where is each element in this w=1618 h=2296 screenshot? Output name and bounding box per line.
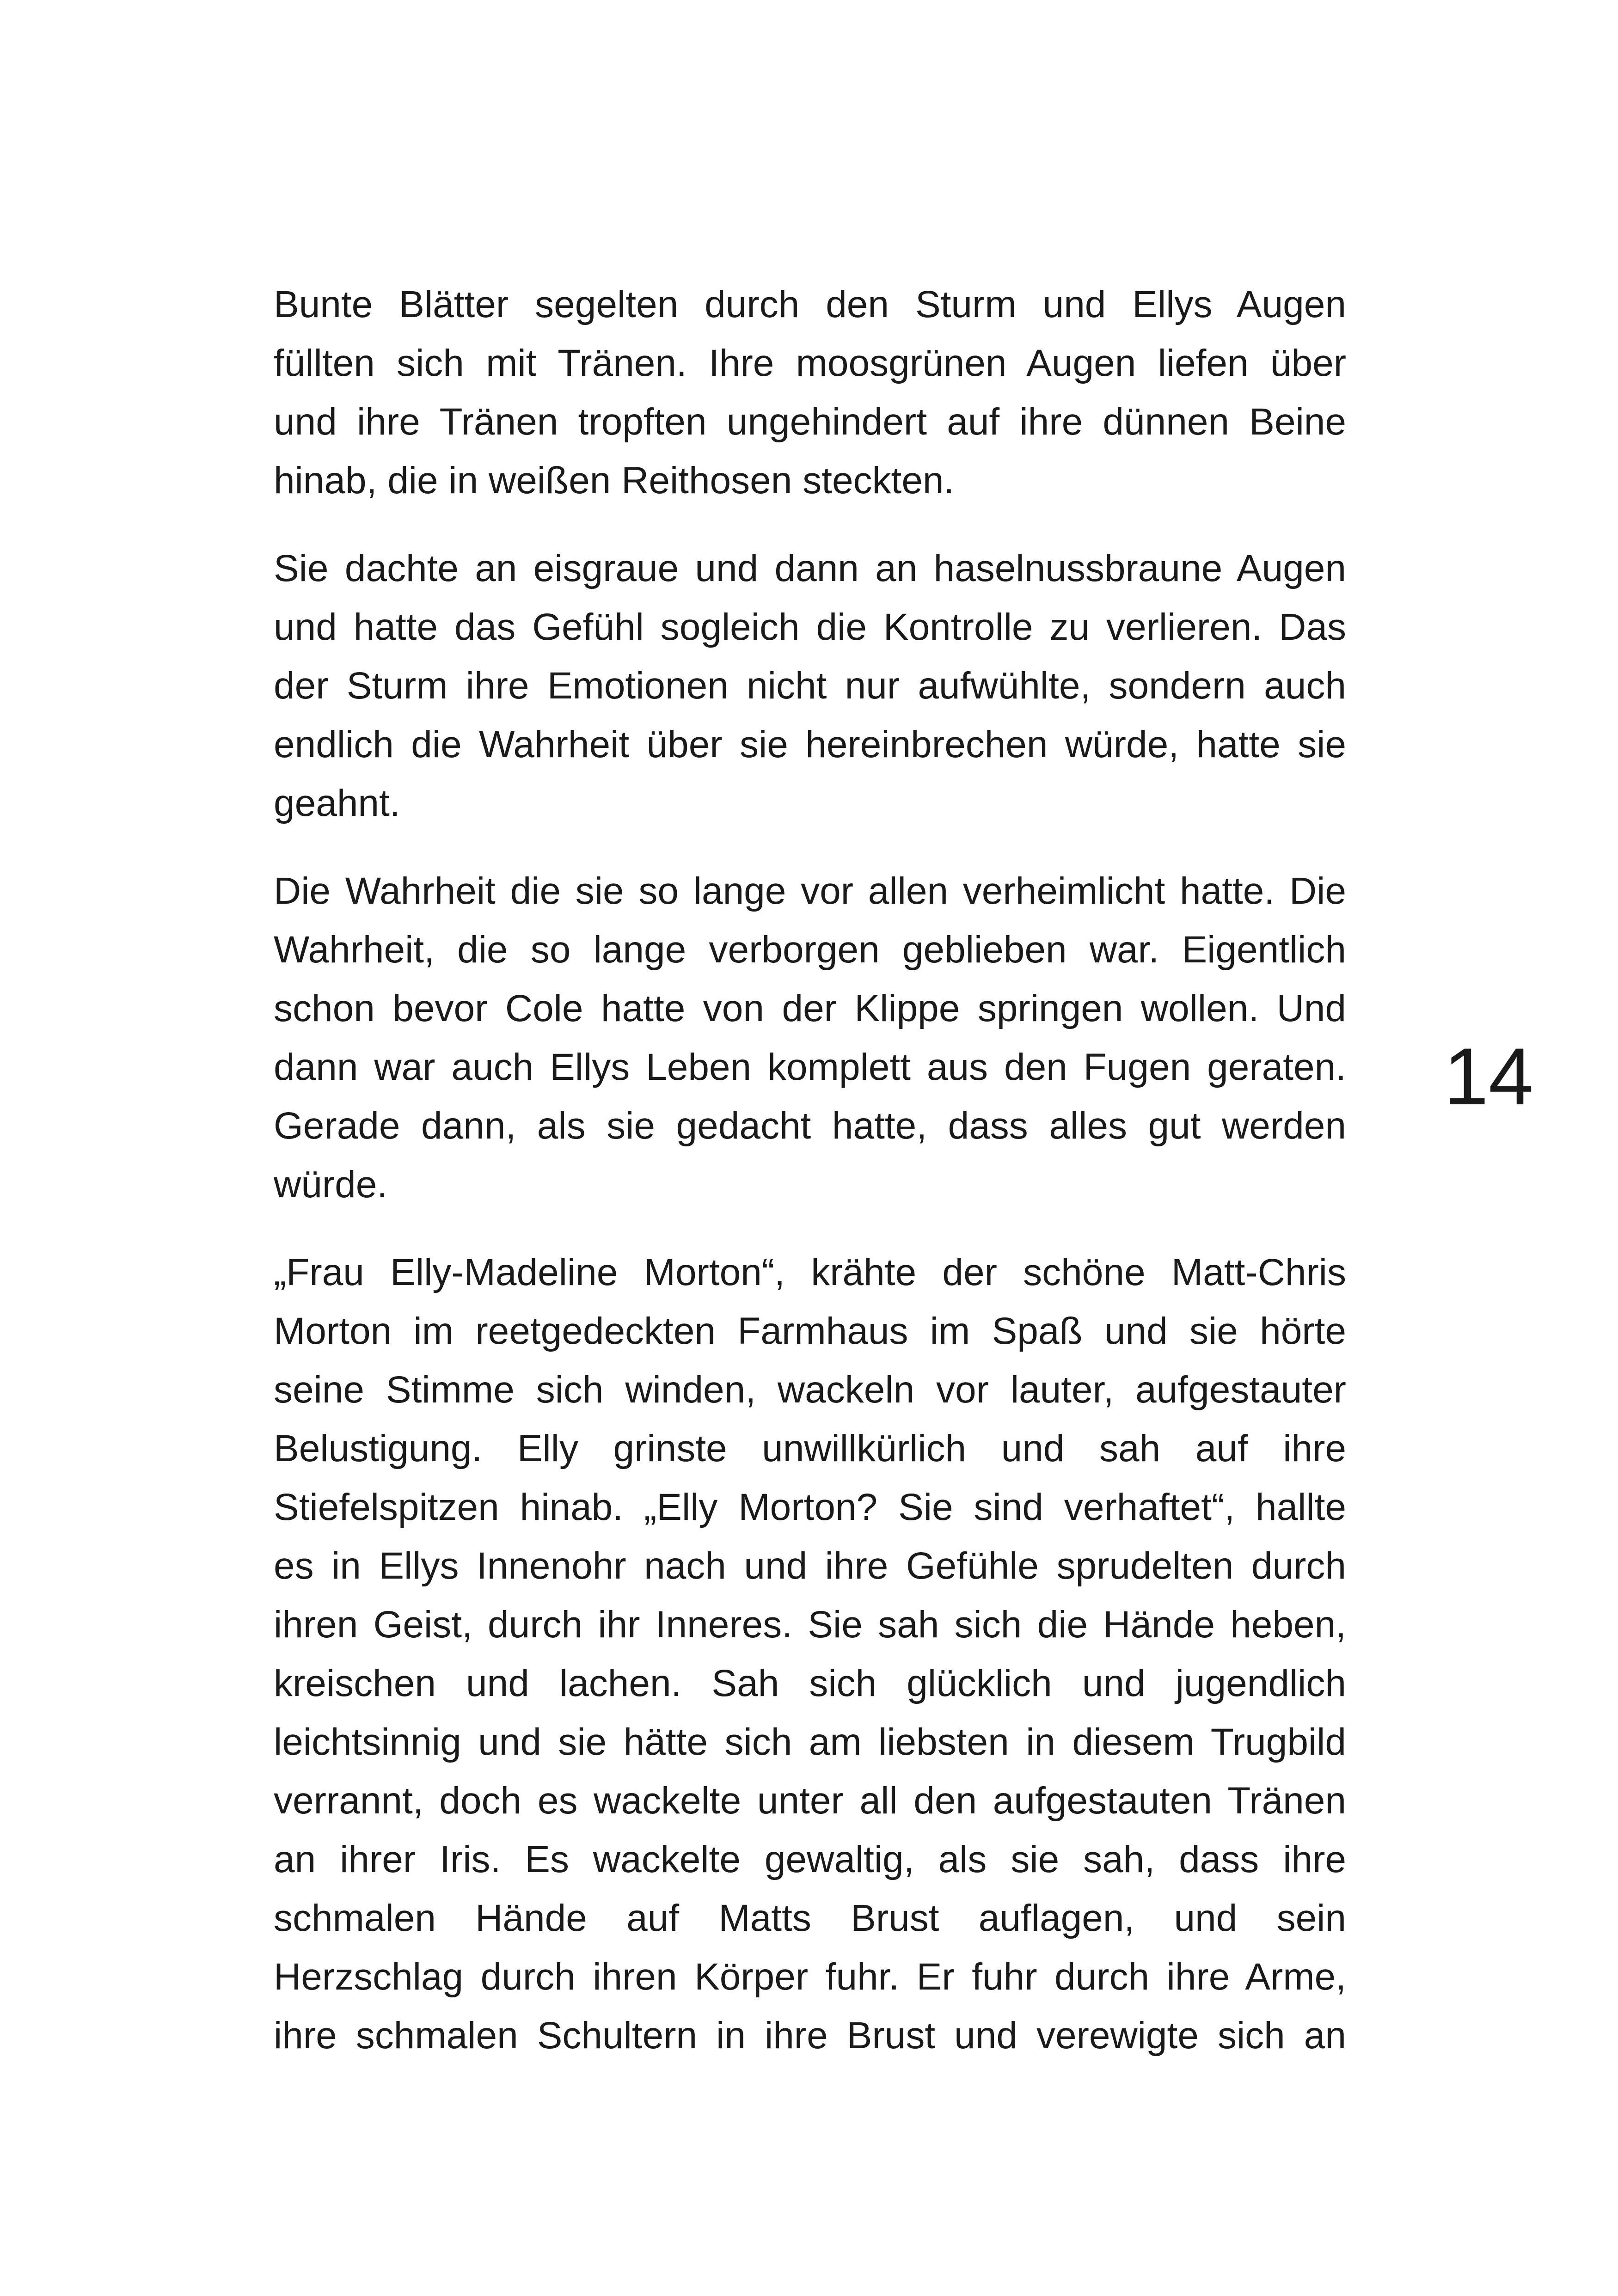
text-line: Wahrheit, die so lange verborgen geblieben war. Eigentlich [274,929,1346,971]
text-line: „Frau Elly-Madeline Morton“, krähte der schöne Matt-Chris [274,1251,1346,1293]
text-line: würde. [274,1163,388,1206]
text-line: dann war auch Ellys Leben komplett aus den Fugen geraten. [274,1046,1346,1088]
body-text [274,275,1346,2065]
page-number: 14 [1443,1032,1534,1122]
text-line: geahnt. [274,782,400,824]
paragraph-spacer [274,510,1346,539]
text-line: endlich die Wahrheit über sie hereinbrechen würde, hatte sie [274,723,1346,765]
paragraph-spacer [274,1214,1346,1243]
text-line: kreischen und lachen. Sah sich glücklich und jugendlich [274,1662,1346,1704]
text-line: schmalen Hände auf Matts Brust auflagen, und sein [274,1897,1346,1939]
text-line: Stiefelspitzen hinab. „Elly Morton? Sie sind verhaftet“, hallte [274,1486,1346,1528]
text-line: Gerade dann, als sie gedacht hatte, dass alles gut werden [274,1105,1346,1147]
text-line: und hatte das Gefühl sogleich die Kontrolle zu verlieren. Das [274,606,1346,648]
text-line: es in Ellys Innenohr nach und ihre Gefühle sprudelten durch [274,1545,1346,1587]
text-line: Bunte Blätter segelten durch den Sturm und Ellys Augen [274,283,1346,325]
text-line: Sie dachte an eisgraue und dann an haselnussbraune Augen [274,547,1346,589]
text-line: seine Stimme sich winden, wackeln vor lauter, aufgestauter [274,1369,1346,1411]
text-line: schon bevor Cole hatte von der Klippe springen wollen. Und [274,987,1346,1029]
text-line: hinab, die in weißen Reithosen steckten. [274,459,955,502]
text-line: und ihre Tränen tropften ungehindert auf ihre dünnen Beine [274,401,1346,443]
paragraph [274,539,1346,833]
text-line: Morton im reetgedeckten Farmhaus im Spaß und sie hörte [274,1310,1346,1352]
paragraph-spacer [274,833,1346,862]
paragraph [274,1243,1346,2065]
text-line: an ihrer Iris. Es wackelte gewaltig, als sie sah, dass ihre [274,1838,1346,1880]
text-line: ihre schmalen Schultern in ihre Brust und verewigte sich an [274,2014,1346,2057]
paragraph [274,862,1346,1214]
text-line: füllten sich mit Tränen. Ihre moosgrünen Augen liefen über [274,342,1346,384]
paragraph [274,275,1346,510]
text-line: Herzschlag durch ihren Körper fuhr. Er fuhr durch ihre Arme, [274,1956,1346,1998]
text-line: verrannt, doch es wackelte unter all den aufgestauten Tränen [274,1780,1346,1822]
text-line: ihren Geist, durch ihr Inneres. Sie sah sich die Hände heben, [274,1604,1346,1646]
text-line: Belustigung. Elly grinste unwillkürlich und sah auf ihre [274,1427,1346,1469]
text-line: Die Wahrheit die sie so lange vor allen verheimlicht hatte. Die [274,870,1346,912]
text-line: leichtsinnig und sie hätte sich am liebsten in diesem Trugbild [274,1721,1346,1763]
text-line: der Sturm ihre Emotionen nicht nur aufwühlte, sondern auch [274,665,1346,707]
